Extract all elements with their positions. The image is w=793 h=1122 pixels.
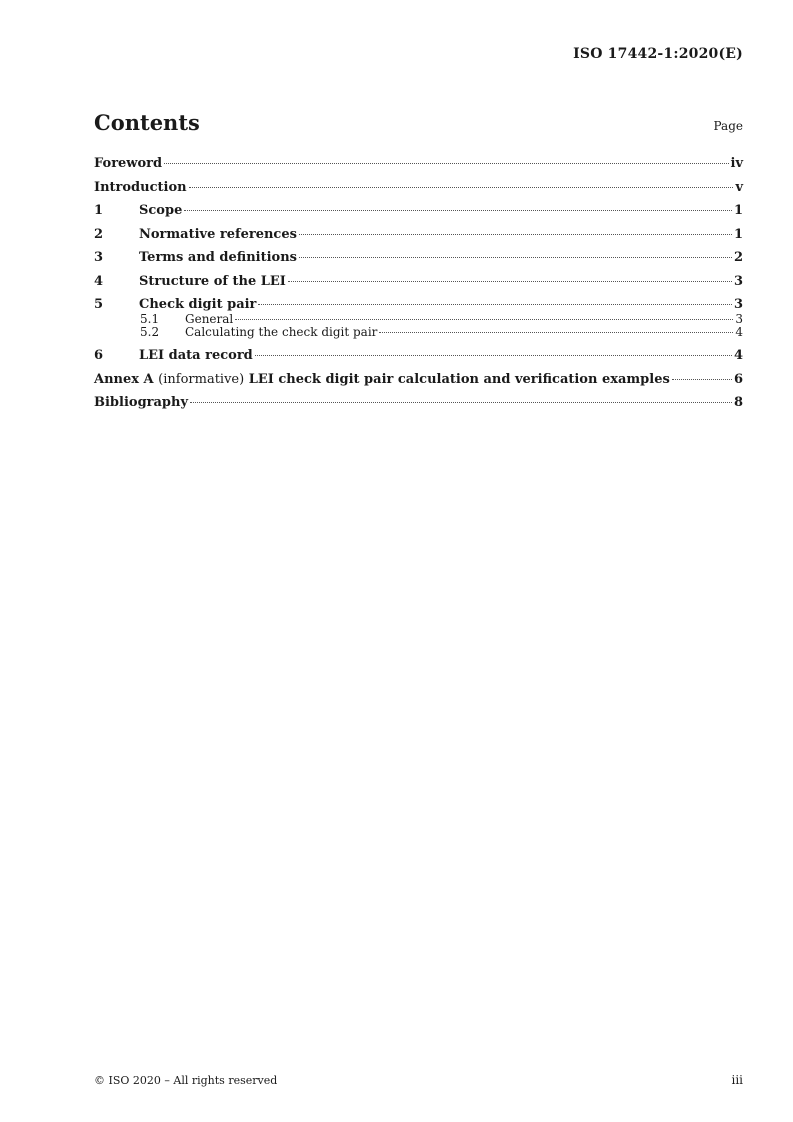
toc-entry-number: 2 (94, 226, 104, 242)
toc-entry-page: v (735, 179, 743, 195)
toc-entry-label: Check digit pair (139, 297, 257, 312)
toc-entry-page: 2 (733, 250, 743, 265)
dot-leader (379, 332, 733, 333)
dot-leader (184, 210, 732, 211)
toc-entry-label: Calculating the check digit pair (185, 325, 378, 339)
dot-leader (235, 319, 733, 320)
contents-heading-row (94, 110, 743, 135)
toc-entry-number: 5.1 (140, 312, 160, 326)
dot-leader (288, 281, 732, 282)
toc-entry-page: 6 (733, 371, 743, 387)
toc-entry-page: 1 (733, 226, 743, 242)
footer-copyright: © ISO 2020 – All rights reserved (94, 1074, 278, 1087)
table-of-contents (94, 155, 743, 418)
annex-title: LEI check digit pair calculation and verification examples (248, 371, 670, 387)
toc-entry-number: 4 (94, 273, 104, 289)
dot-leader (190, 402, 732, 403)
toc-entry-label: Bibliography (94, 395, 189, 410)
toc-entry-page: 1 (733, 203, 743, 218)
toc-entry-check-digit-pair[interactable] (94, 296, 743, 313)
toc-entry-number: 5 (94, 297, 104, 312)
document-code: ISO 17442-1:2020(E) (573, 46, 743, 62)
contents-title: Contents (94, 110, 200, 135)
toc-entry-bibliography[interactable] (94, 394, 743, 418)
toc-entry-terms-and-definitions[interactable] (94, 249, 743, 273)
toc-entry-number: 1 (94, 203, 104, 218)
toc-entry-page: 3 (733, 297, 743, 312)
toc-entry-label: Foreword (94, 156, 163, 171)
toc-entry-page: 3 (733, 273, 743, 289)
dot-leader (164, 163, 728, 164)
dot-leader (255, 355, 732, 356)
toc-entry-scope[interactable] (94, 202, 743, 226)
dot-leader (189, 187, 734, 188)
toc-entry-label: Terms and definitions (139, 250, 297, 265)
toc-entry-label: LEI data record (139, 348, 253, 363)
toc-entry-annex-a[interactable] (94, 371, 743, 395)
toc-entry-page: 8 (733, 395, 743, 410)
annex-prefix: Annex A (94, 371, 154, 387)
annex-qualifier: (informative) (158, 371, 245, 387)
toc-entry-number: 6 (94, 348, 104, 363)
toc-entry-label: General (185, 312, 234, 326)
toc-entry-normative-references[interactable] (94, 226, 743, 250)
dot-leader (299, 234, 732, 235)
toc-entry-number: 5.2 (140, 325, 160, 339)
toc-entry-structure-of-lei[interactable] (94, 273, 743, 297)
toc-entry-foreword[interactable] (94, 155, 743, 179)
dot-leader (672, 379, 732, 380)
toc-entry-label: Normative references (139, 226, 297, 242)
toc-entry-label (94, 371, 670, 389)
toc-entry-page: 4 (733, 348, 743, 363)
toc-entry-page: iv (730, 156, 743, 171)
toc-entry-lei-data-record[interactable] (94, 347, 743, 371)
toc-entry-page: 3 (735, 312, 743, 326)
dot-leader (299, 257, 732, 258)
toc-entry-page: 4 (735, 325, 743, 339)
toc-entry-calculating-check-digit-pair[interactable] (94, 326, 743, 347)
toc-entry-label: Structure of the LEI (139, 273, 286, 289)
dot-leader (258, 304, 732, 305)
toc-entry-label: Scope (139, 203, 183, 218)
toc-entry-introduction[interactable] (94, 179, 743, 203)
footer-page-number: iii (731, 1073, 743, 1087)
page-column-label: Page (713, 119, 743, 133)
toc-entry-number: 3 (94, 250, 104, 265)
toc-entry-label: Introduction (94, 179, 187, 195)
